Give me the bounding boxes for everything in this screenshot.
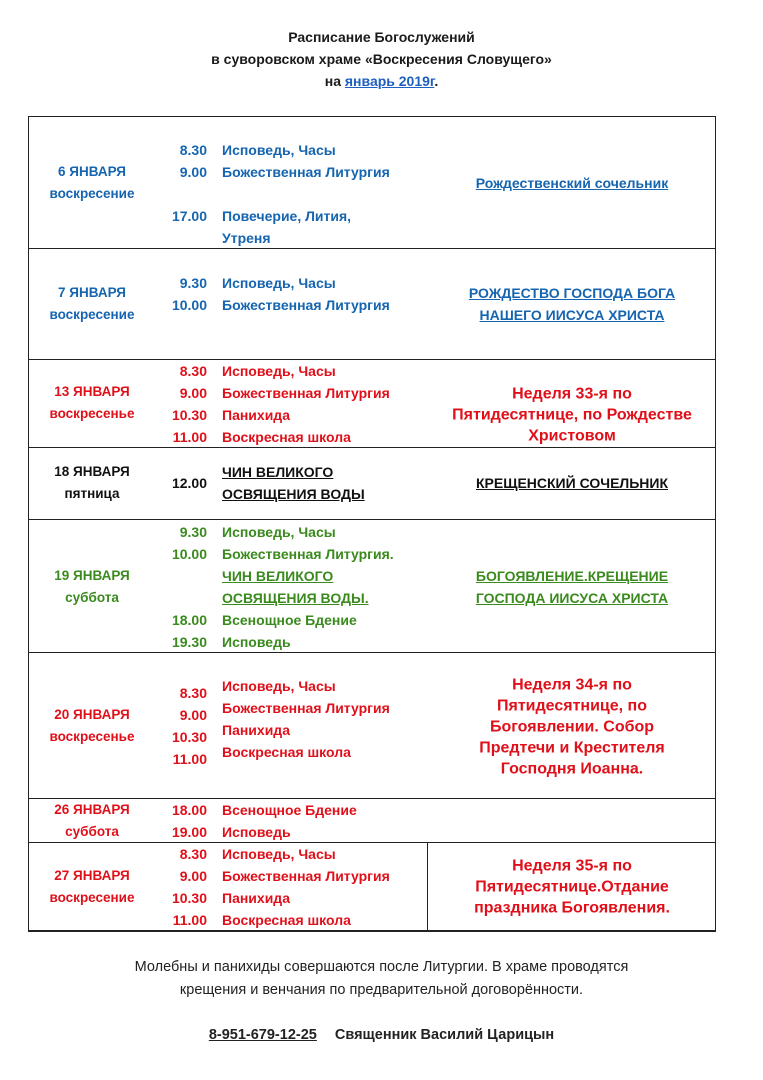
service: Исповедь, Часы (222, 363, 336, 379)
time: 18.00 (171, 802, 207, 818)
feast-line: Пятидесятнице, по Рождестве (452, 406, 692, 424)
header-month-suffix: . (434, 73, 439, 89)
service: Воскресная школа (222, 429, 351, 445)
table-row (29, 520, 715, 653)
service: ОСВЯЩЕНИЯ ВОДЫ (222, 486, 365, 502)
feast-line: Пятидесятнице, по (497, 697, 647, 715)
table-row (29, 249, 715, 360)
footer-note-line: Молебны и панихиды совершаются после Литургии. В храме проводятся (134, 959, 629, 975)
header-month (0, 70, 763, 92)
spacer (161, 565, 207, 587)
row-services (222, 843, 437, 931)
date-label: 26 ЯНВАРЯ (54, 802, 130, 817)
time: 18.00 (171, 612, 207, 628)
table-row (29, 360, 715, 448)
table-row (29, 653, 715, 799)
time: 11.00 (172, 912, 207, 928)
row-date (29, 865, 155, 909)
table-row (29, 448, 715, 520)
row-date (29, 565, 155, 609)
service: Исповедь, Часы (222, 678, 336, 694)
row-times (161, 139, 207, 227)
weekday-label: воскресенье (49, 729, 135, 744)
date-label: 13 ЯНВАРЯ (54, 384, 130, 399)
row-feast (429, 472, 715, 494)
row-services (222, 360, 437, 448)
row-services (222, 272, 437, 316)
service: ЧИН ВЕЛИКОГО (222, 568, 334, 584)
row-times (161, 843, 207, 931)
service: ОСВЯЩЕНИЯ ВОДЫ. (222, 590, 369, 606)
spacer (222, 183, 437, 205)
table-row (29, 117, 715, 249)
feast-line: РОЖДЕСТВО ГОСПОДА БОГА (468, 285, 676, 301)
schedule-table (28, 116, 716, 932)
service: Повечерие, Лития, (222, 208, 352, 224)
feast-line: Предтечи и Крестителя (479, 739, 665, 757)
row-services (222, 461, 437, 505)
feast-line: КРЕЩЕНСКИЙ СОЧЕЛЬНИК (475, 475, 669, 491)
feast-line: Рождественский сочельник (475, 175, 669, 191)
time: 12.00 (171, 475, 207, 491)
feast-line: Пятидесятнице.Отдание (475, 878, 669, 896)
row-feast (429, 282, 715, 326)
feast-line: ГОСПОДА ИИСУСА ХРИСТА (475, 590, 669, 606)
time: 9.00 (179, 707, 207, 723)
time: 10.30 (171, 407, 207, 423)
table-row (29, 843, 715, 931)
service: Панихида (222, 722, 290, 738)
row-services (222, 521, 437, 653)
table-row (29, 799, 715, 843)
feast-line: Неделя 35-я по (512, 857, 632, 875)
row-feast (429, 675, 715, 780)
date-label: 27 ЯНВАРЯ (54, 868, 130, 883)
date-label: 19 ЯНВАРЯ (54, 568, 130, 583)
row-date (29, 704, 155, 748)
header-month-prefix: на (324, 73, 345, 89)
priest-name: Священник Василий Царицын (334, 1027, 555, 1043)
row-services (222, 799, 437, 843)
row-feast (429, 172, 715, 194)
time: 10.30 (171, 729, 207, 745)
footer-note (0, 956, 763, 1002)
row-services (222, 139, 437, 249)
service: Исповедь, Часы (222, 524, 336, 540)
time: 11.00 (172, 751, 207, 767)
row-times (161, 799, 207, 843)
feast-line: Богоявлении. Собор (489, 718, 655, 736)
column-divider (427, 843, 428, 931)
service: Панихида (222, 890, 290, 906)
date-label: 18 ЯНВАРЯ (54, 464, 130, 479)
time: 8.30 (179, 846, 207, 862)
weekday-label: суббота (65, 824, 119, 839)
time: 10.00 (171, 546, 207, 562)
service: Божественная Литургия (222, 385, 390, 401)
service: Божественная Литургия (222, 868, 390, 884)
service: Исповедь (222, 824, 291, 840)
row-feast (429, 565, 715, 609)
row-times (161, 360, 207, 448)
time: 8.30 (179, 363, 207, 379)
feast-line: Христовом (528, 427, 616, 445)
service: ЧИН ВЕЛИКОГО (222, 464, 334, 480)
service: Панихида (222, 407, 290, 423)
weekday-label: суббота (65, 590, 119, 605)
service: Утреня (222, 230, 271, 246)
row-services (222, 675, 437, 763)
time: 9.00 (179, 868, 207, 884)
service: Божественная Литургия (222, 164, 390, 180)
service: Исповедь, Часы (222, 142, 336, 158)
service: Исповедь, Часы (222, 275, 336, 291)
row-times (161, 682, 207, 770)
time: 19.30 (171, 634, 207, 650)
time: 10.00 (171, 297, 207, 313)
row-date (29, 381, 155, 425)
feast-line: Неделя 33-я по (512, 385, 632, 403)
weekday-label: пятница (64, 486, 120, 501)
time: 19.00 (171, 824, 207, 840)
service: Воскресная школа (222, 744, 351, 760)
weekday-label: воскресение (49, 890, 135, 905)
row-times (161, 272, 207, 316)
contact-line (0, 1027, 763, 1043)
time: 11.00 (172, 429, 207, 445)
service: Воскресная школа (222, 912, 351, 928)
feast-line: БОГОЯВЛЕНИЕ.КРЕЩЕНИЕ (475, 568, 669, 584)
row-date (29, 282, 155, 326)
row-times (161, 521, 207, 653)
header-title: Расписание Богослужений (288, 29, 475, 45)
service: Исповедь, Часы (222, 846, 336, 862)
row-times (161, 472, 207, 494)
time: 17.00 (171, 208, 207, 224)
footer-note-line: крещения и венчания по предварительной договорённости. (179, 982, 584, 998)
service: Исповедь (222, 634, 291, 650)
feast-line: праздника Богоявления. (474, 899, 670, 917)
feast-line: Господня Иоанна. (500, 760, 644, 778)
month-link[interactable]: январь 2019г (344, 73, 435, 89)
spacer (161, 587, 207, 609)
weekday-label: воскресение (49, 186, 135, 201)
service: Божественная Литургия (222, 297, 390, 313)
row-date (29, 161, 155, 205)
time: 9.00 (179, 164, 207, 180)
row-feast (429, 856, 715, 919)
service: Всенощное Бдение (222, 612, 357, 628)
time: 9.30 (179, 524, 207, 540)
header-church: в суворовском храме «Воскресения Словущего» (211, 51, 552, 67)
spacer (161, 183, 207, 205)
phone-number[interactable]: 8-951-679-12-25 (208, 1027, 317, 1043)
date-label: 20 ЯНВАРЯ (54, 707, 130, 722)
weekday-label: воскресение (49, 307, 135, 322)
service: Всенощное Бдение (222, 802, 357, 818)
time: 9.00 (179, 385, 207, 401)
time: 8.30 (179, 142, 207, 158)
date-label: 7 ЯНВАРЯ (58, 285, 126, 300)
time: 9.30 (179, 275, 207, 291)
date-label: 6 ЯНВАРЯ (58, 164, 126, 179)
row-date (29, 799, 155, 843)
service: Божественная Литургия (222, 700, 390, 716)
time: 8.30 (179, 685, 207, 701)
weekday-label: воскресенье (49, 406, 135, 421)
time: 10.30 (171, 890, 207, 906)
service: Божественная Литургия. (222, 546, 394, 562)
row-date (29, 461, 155, 505)
feast-line: НАШЕГО ИИСУСА ХРИСТА (479, 307, 665, 323)
row-feast (429, 384, 715, 447)
feast-line: Неделя 34-я по (512, 676, 632, 694)
schedule-header (0, 26, 763, 92)
